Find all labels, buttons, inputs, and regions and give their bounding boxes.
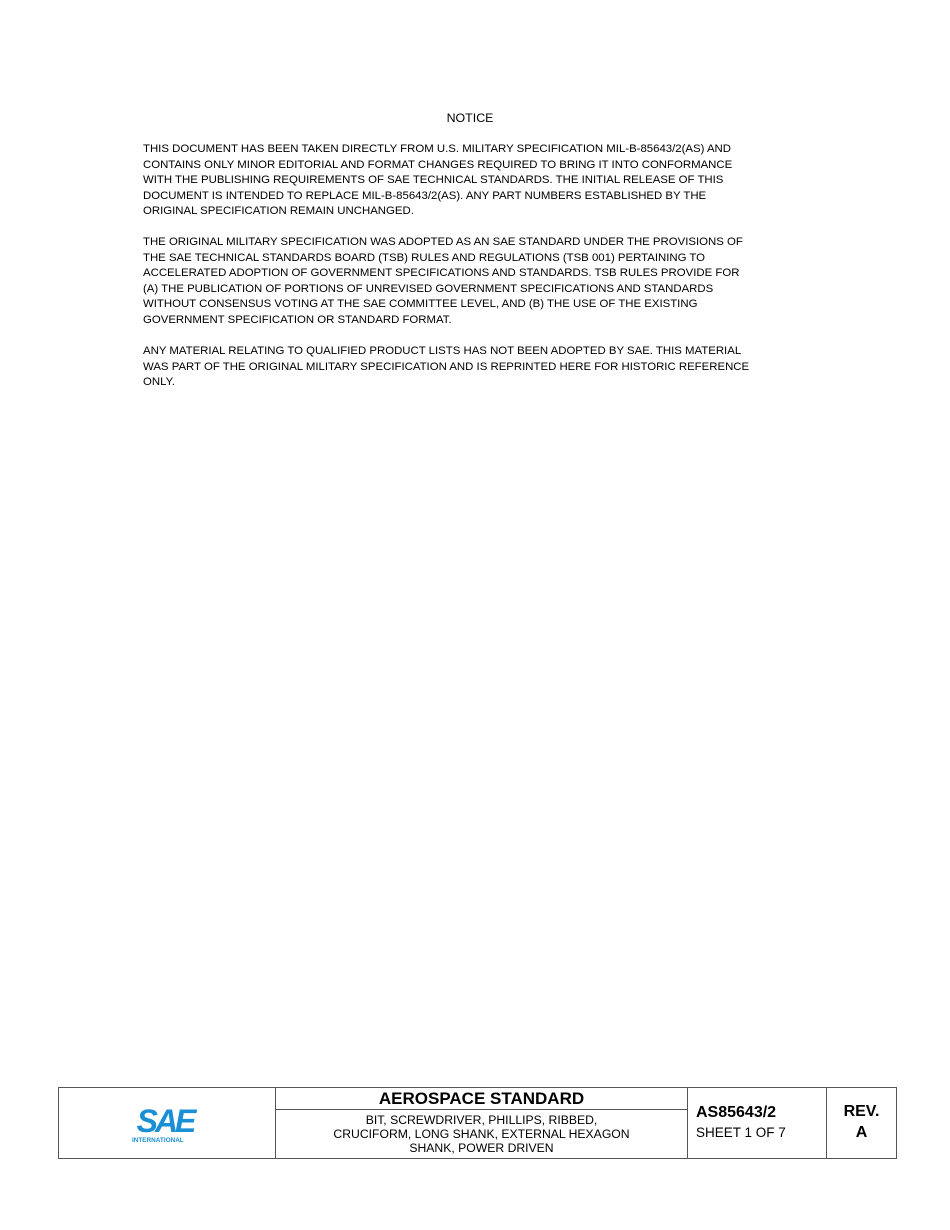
notice-paragraph-2 xyxy=(143,235,823,329)
paragraph-line: WAS PART OF THE ORIGINAL MILITARY SPECIFICATION AND IS REPRINTED HERE FOR HISTORIC REFERENCE xyxy=(143,360,750,373)
paragraph-line: THE SAE TECHNICAL STANDARDS BOARD (TSB) RULES AND REGULATIONS (TSB 001) PERTAINING TO xyxy=(143,251,706,264)
sae-international-logo-icon xyxy=(130,1102,200,1144)
revision-value: A xyxy=(855,1124,868,1141)
logo-cell xyxy=(59,1088,276,1158)
paragraph-line: GOVERNMENT SPECIFICATION OR STANDARD FORMAT. xyxy=(143,313,452,326)
notice-title: NOTICE xyxy=(446,111,494,125)
paragraph-line: DOCUMENT IS INTENDED TO REPLACE MIL-B-85643/2(AS). ANY PART NUMBERS ESTABLISHED BY THE xyxy=(143,189,707,202)
document-number: AS85643/2 xyxy=(696,1104,777,1121)
notice-paragraph-3 xyxy=(143,344,823,391)
paragraph-line: (A) THE PUBLICATION OF PORTIONS OF UNREVISED GOVERNMENT SPECIFICATIONS AND STANDARDS xyxy=(143,282,714,295)
logo-mark: SAE xyxy=(136,1103,194,1139)
title-block xyxy=(58,1087,897,1159)
description-line: BIT, SCREWDRIVER, PHILLIPS, RIBBED, xyxy=(365,1113,598,1127)
paragraph-line: ANY MATERIAL RELATING TO QUALIFIED PRODUCT LISTS HAS NOT BEEN ADOPTED BY SAE. THIS MATERIAL xyxy=(143,345,742,357)
paragraph-line: ACCELERATED ADOPTION OF GOVERNMENT SPECIFICATIONS AND STANDARDS. TSB RULES PROVIDE FOR xyxy=(143,267,740,280)
paragraph-line: ONLY. xyxy=(143,376,175,389)
description-line: CRUCIFORM, LONG SHANK, EXTERNAL HEXAGON xyxy=(333,1127,630,1141)
paragraph-line: THIS DOCUMENT HAS BEEN TAKEN DIRECTLY FROM U.S. MILITARY SPECIFICATION MIL-B-85643/2(AS) AND xyxy=(143,143,731,155)
paragraph-line: CONTAINS ONLY MINOR EDITORIAL AND FORMAT CHANGES REQUIRED TO BRING IT INTO CONFORMANCE xyxy=(143,158,733,171)
paragraph-line: ORIGINAL SPECIFICATION REMAIN UNCHANGED. xyxy=(143,205,414,218)
standard-description xyxy=(276,1113,687,1155)
title-cell xyxy=(276,1088,688,1158)
revision-cell xyxy=(827,1088,896,1158)
description-line: SHANK, POWER DRIVEN xyxy=(409,1141,554,1155)
paragraph-line: THE ORIGINAL MILITARY SPECIFICATION WAS ADOPTED AS AN SAE STANDARD UNDER THE PROVISIONS OF xyxy=(143,236,743,248)
notice-paragraph-1 xyxy=(143,142,823,220)
sheet-number: SHEET 1 OF 7 xyxy=(696,1125,786,1140)
paragraph-line: WITH THE PUBLISHING REQUIREMENTS OF SAE TECHNICAL STANDARDS. THE INITIAL RELEASE OF THIS xyxy=(143,174,724,187)
standard-heading: AEROSPACE STANDARD xyxy=(276,1088,687,1110)
document-number-cell xyxy=(688,1088,827,1158)
revision-label: REV. xyxy=(843,1103,880,1120)
paragraph-line: WITHOUT CONSENSUS VOTING AT THE SAE COMMITTEE LEVEL, AND (B) THE USE OF THE EXISTING xyxy=(143,298,698,311)
logo-subtext: INTERNATIONAL xyxy=(132,1137,184,1144)
